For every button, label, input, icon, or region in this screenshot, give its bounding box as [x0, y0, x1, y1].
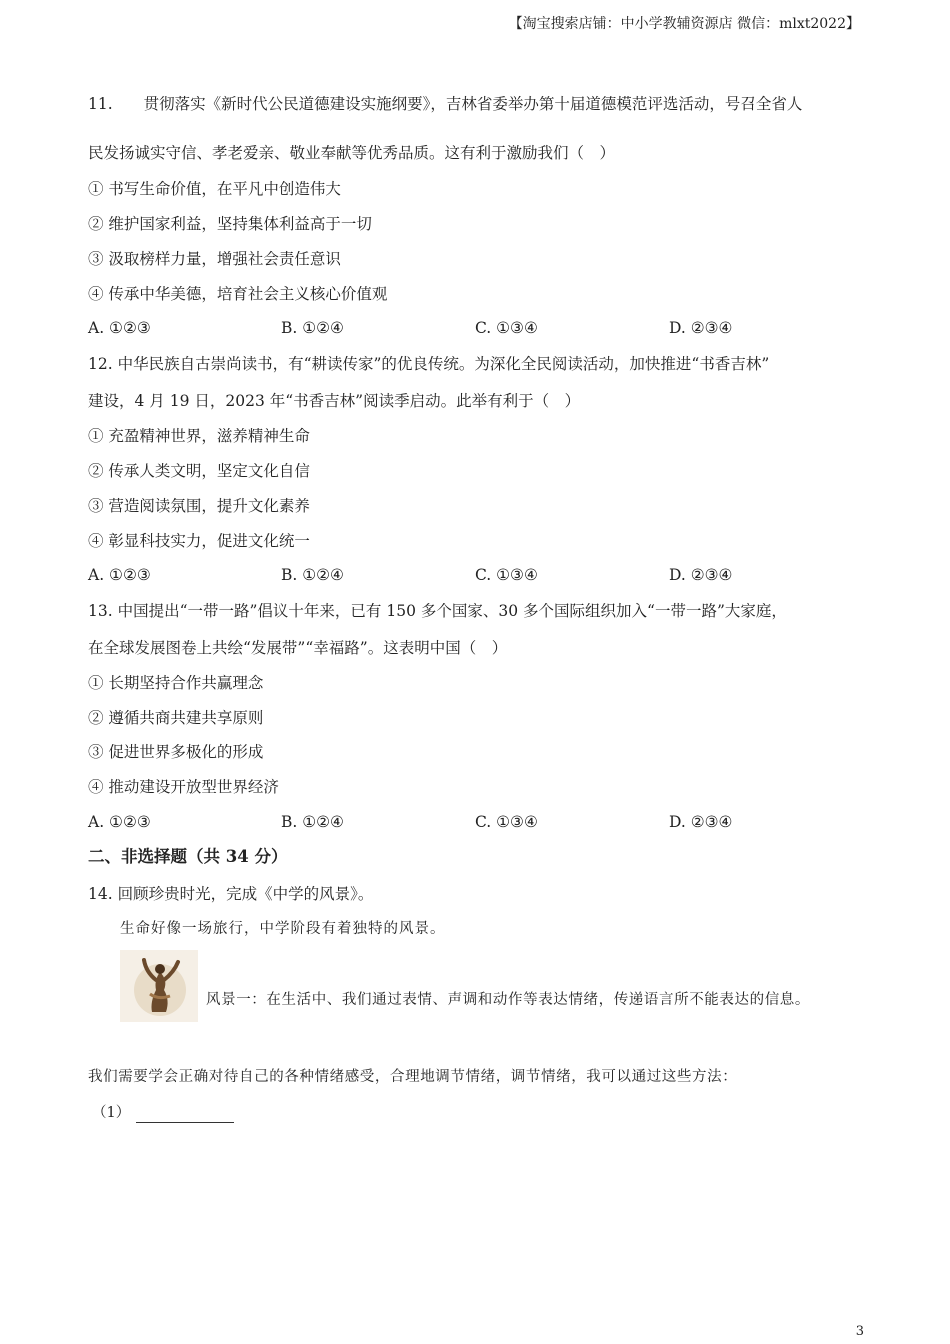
q14-scene1: 风景一：在生活中、我们通过表情、声调和动作等表达情绪，传递语言所不能表达的信息。 — [206, 992, 810, 1008]
q12-option-a[interactable]: A. ①②③ — [88, 566, 151, 584]
q12-option-c[interactable]: C. ①③④ — [475, 566, 538, 584]
q11-stem-line2: 民发扬诚实守信、孝老爱亲、敬业奉献等优秀品质。这有利于激励我们（ ） — [88, 144, 616, 162]
q12-stem-line2: 建设，4 月 19 日，2023 年“书香吉林”阅读季启动。此举有利于（ ） — [88, 392, 581, 410]
q13-option-c[interactable]: C. ①③④ — [475, 813, 538, 831]
q11-option-a[interactable]: A. ①②③ — [88, 319, 151, 337]
dancer-illustration — [120, 950, 198, 1022]
section-heading: 二、非选择题（共 34 分） — [88, 847, 288, 866]
q12-item-4: ④ 彰显科技实力，促进文化统一 — [88, 532, 310, 550]
q11-option-b[interactable]: B. ①②④ — [281, 319, 344, 337]
q14-blank-label: （1） — [92, 1105, 131, 1121]
q11-item-3: ③ 汲取榜样力量，增强社会责任意识 — [88, 250, 341, 268]
q13-stem-line1: 13. 中国提出“一带一路”倡议十年来，已有 150 多个国家、30 多个国际组织加入“一带一路”大家庭， — [88, 602, 787, 620]
q13-item-4: ④ 推动建设开放型世界经济 — [88, 778, 279, 796]
page-number: 3 — [855, 1324, 864, 1339]
q11-item-4: ④ 传承中华美德，培育社会主义核心价值观 — [88, 285, 388, 303]
answer-blank[interactable] — [136, 1108, 234, 1123]
q13-item-2: ② 遵循共商共建共享原则 — [88, 709, 264, 727]
q13-option-a[interactable]: A. ①②③ — [88, 813, 151, 831]
q14-intro: 生命好像一场旅行，中学阶段有着独特的风景。 — [120, 921, 446, 937]
q12-item-1: ① 充盈精神世界，滋养精神生命 — [88, 427, 310, 445]
q13-option-d[interactable]: D. ②③④ — [669, 813, 733, 831]
q11-stem-line1: 11. 贯彻落实《新时代公民道德建设实施纲要》，吉林省委举办第十届道德模范评选活动，号召全省人 — [88, 95, 803, 113]
page-header: 【淘宝搜索店铺：中小学教辅资源店 微信：mlxt2022】 — [508, 16, 860, 32]
q13-stem-line2: 在全球发展图卷上共绘“发展带”“幸福路”。这表明中国（ ） — [88, 639, 508, 657]
q13-option-b[interactable]: B. ①②④ — [281, 813, 344, 831]
q12-option-d[interactable]: D. ②③④ — [669, 566, 733, 584]
q11-item-2: ② 维护国家利益，坚持集体利益高于一切 — [88, 215, 372, 233]
q12-item-2: ② 传承人类文明，坚定文化自信 — [88, 462, 310, 480]
q14-stem: 14. 回顾珍贵时光，完成《中学的风景》。 — [88, 885, 374, 903]
q13-item-1: ① 长期坚持合作共赢理念 — [88, 674, 264, 692]
q11-option-c[interactable]: C. ①③④ — [475, 319, 538, 337]
q14-text: 我们需要学会正确对待自己的各种情绪感受，合理地调节情绪，调节情绪，我可以通过这些方法： — [88, 1069, 738, 1085]
q12-stem-line1: 12. 中华民族自古崇尚读书，有“耕读传家”的优良传统。为深化全民阅读活动，加快推进“书香吉林” — [88, 355, 770, 373]
q12-item-3: ③ 营造阅读氛围，提升文化素养 — [88, 497, 310, 515]
q11-option-d[interactable]: D. ②③④ — [669, 319, 733, 337]
q11-item-1: ① 书写生命价值，在平凡中创造伟大 — [88, 180, 341, 198]
q12-option-b[interactable]: B. ①②④ — [281, 566, 344, 584]
q13-item-3: ③ 促进世界多极化的形成 — [88, 743, 264, 761]
q14-blank-1 — [92, 1103, 234, 1123]
